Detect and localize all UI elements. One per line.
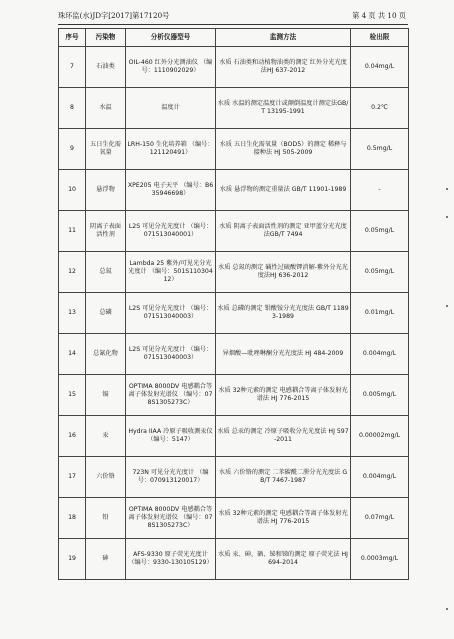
cell-method: 水质 32种元素的测定 电感耦合等离子体发射光谱法 HJ 776-2015 (216, 498, 351, 539)
cell-method: 水质 水温的测定温度计或颠倒温度计测定法GB/T 13195-1991 (216, 88, 351, 129)
cell-instrument: OPTIMA 8000DV 电感耦合等离子体发射光谱仪 （编号：078S1305273C） (126, 498, 216, 539)
table-row (59, 293, 409, 334)
cell-number: 17 (59, 457, 86, 498)
scan-mark (446, 188, 448, 190)
table-row (59, 170, 409, 211)
cell-instrument: OIL-460 红外分光测油仪 （编号：1110902029） (126, 47, 216, 88)
cell-method: 水质 石油类和动植物油类的测定 红外分光光度法HJ 637-2012 (216, 47, 351, 88)
header-cell-instrument: 分析仪器型号 (126, 29, 216, 47)
cell-detection-limit: 0.00002mg/L (351, 416, 409, 457)
cell-method: 异烟酸—吡唑啉酮分光光度法 HJ 484-2009 (216, 334, 351, 375)
cell-instrument: 温度计 (126, 88, 216, 129)
cell-detection-limit: 0.01mg/L (351, 293, 409, 334)
cell-instrument: L2S 可见分光光度计 （编号：071513040001） (126, 211, 216, 252)
cell-method: 水质 悬浮物的测定重量法 GB/T 11901-1989 (216, 170, 351, 211)
cell-method: 水质 汞、砷、硒、铋和锑的测定 原子荧光法 HJ 694-2014 (216, 539, 351, 580)
table-row (59, 334, 409, 375)
cell-number: 8 (59, 88, 86, 129)
table-row (59, 252, 409, 293)
cell-instrument: AFS-9330 原子荧光光度计 （编号：9330-130105129） (126, 539, 216, 580)
header-cell-method: 监测方法 (216, 29, 351, 47)
header-cell-number: 序号 (59, 29, 86, 47)
cell-number: 16 (59, 416, 86, 457)
cell-number: 9 (59, 129, 86, 170)
table-row (59, 457, 409, 498)
table-row (59, 416, 409, 457)
cell-detection-limit: 0.05mg/L (351, 211, 409, 252)
cell-pollutant: 六价铬 (86, 457, 126, 498)
header-cell-pollutant: 污染物 (86, 29, 126, 47)
cell-method: 水质 阴离子表面活性剂的测定 亚甲蓝分光光度法GB/T 7494 (216, 211, 351, 252)
cell-instrument: 723N 可见分光光度计 （编号：070913120017） (126, 457, 216, 498)
cell-instrument: XPE205 电子天平 （编号：B635946698） (126, 170, 216, 211)
cell-detection-limit: 0.005mg/L (351, 375, 409, 416)
page-indicator: 第 4 页 共 10 页 (352, 11, 406, 20)
cell-instrument: OPTIMA 8000DV 电感耦合等离子体发射光谱仪 （编号：078S1305273C） (126, 375, 216, 416)
table-body (59, 47, 409, 580)
cell-number: 14 (59, 334, 86, 375)
header-rule (58, 24, 408, 25)
scan-mark (446, 305, 448, 307)
cell-detection-limit: 0.07mg/L (351, 498, 409, 539)
cell-method: 水质 32种元素的测定 电感耦合等离子体发射光谱法 HJ 776-2015 (216, 375, 351, 416)
cell-pollutant: 阴离子表面活性剂 (86, 211, 126, 252)
cell-instrument: Hydra IIAA 冷原子吸收测汞仪 （编号：5147） (126, 416, 216, 457)
cell-number: 18 (59, 498, 86, 539)
cell-number: 15 (59, 375, 86, 416)
cell-detection-limit: 0.5mg/L (351, 129, 409, 170)
cell-detection-limit: 0.004mg/L (351, 334, 409, 375)
cell-method: 水质 六价铬的测定 二苯碳酰二肼分光光度法 GB/T 7467-1987 (216, 457, 351, 498)
cell-pollutant: 总氰化物 (86, 334, 126, 375)
cell-pollutant: 总氮 (86, 252, 126, 293)
table-row (59, 129, 409, 170)
cell-method: 水质 五日生化需氧量（BOD5）的测定 稀释与接种法 HJ 505-2009 (216, 129, 351, 170)
cell-pollutant: 五日生化需氧量 (86, 129, 126, 170)
table-row (59, 375, 409, 416)
cell-detection-limit: 0.0003mg/L (351, 539, 409, 580)
cell-number: 11 (59, 211, 86, 252)
cell-number: 19 (59, 539, 86, 580)
cell-number: 7 (59, 47, 86, 88)
cell-pollutant: 总磷 (86, 293, 126, 334)
cell-pollutant: 石油类 (86, 47, 126, 88)
cell-number: 10 (59, 170, 86, 211)
table-row (59, 211, 409, 252)
cell-detection-limit: 0.2℃ (351, 88, 409, 129)
monitoring-methods-table (58, 28, 409, 580)
cell-number: 12 (59, 252, 86, 293)
cell-instrument: L2S 可见分光光度计 （编号：071513040003） (126, 293, 216, 334)
cell-number: 13 (59, 293, 86, 334)
scan-mark (446, 608, 448, 610)
table-row (59, 88, 409, 129)
table-row (59, 47, 409, 88)
cell-instrument: LRH-150 生化培养箱 （编号：121120491） (126, 129, 216, 170)
cell-pollutant: 镉 (86, 375, 126, 416)
cell-instrument: L2S 可见分光光度计 （编号：071513040003） (126, 334, 216, 375)
cell-instrument: Lambda 25 紫外/可见光分光光度计 （编号：501S11030412） (126, 252, 216, 293)
cell-pollutant: 汞 (86, 416, 126, 457)
header-cell-detection-limit: 检出限 (351, 29, 409, 47)
cell-pollutant: 悬浮物 (86, 170, 126, 211)
cell-detection-limit: 0.05mg/L (351, 252, 409, 293)
cell-pollutant: 砷 (86, 539, 126, 580)
report-number: 珠环监(水)JD字[2017]第17120号 (58, 11, 170, 20)
cell-pollutant: 水温 (86, 88, 126, 129)
cell-detection-limit: 0.004mg/L (351, 457, 409, 498)
table-row (59, 498, 409, 539)
cell-detection-limit: - (351, 170, 409, 211)
scan-mark (446, 216, 448, 218)
cell-detection-limit: 0.04mg/L (351, 47, 409, 88)
cell-pollutant: 铅 (86, 498, 126, 539)
cell-method: 水质 总磷的测定 钼酸铵分光光度法 GB/T 11893-1989 (216, 293, 351, 334)
cell-method: 水质 总氮的测定 碱性过硫酸钾消解-紫外分光光度法HJ 636-2012 (216, 252, 351, 293)
table-row (59, 539, 409, 580)
table-header-row (59, 29, 409, 47)
cell-method: 水质 总汞的测定 冷原子吸收分光光度法 HJ 597-2011 (216, 416, 351, 457)
